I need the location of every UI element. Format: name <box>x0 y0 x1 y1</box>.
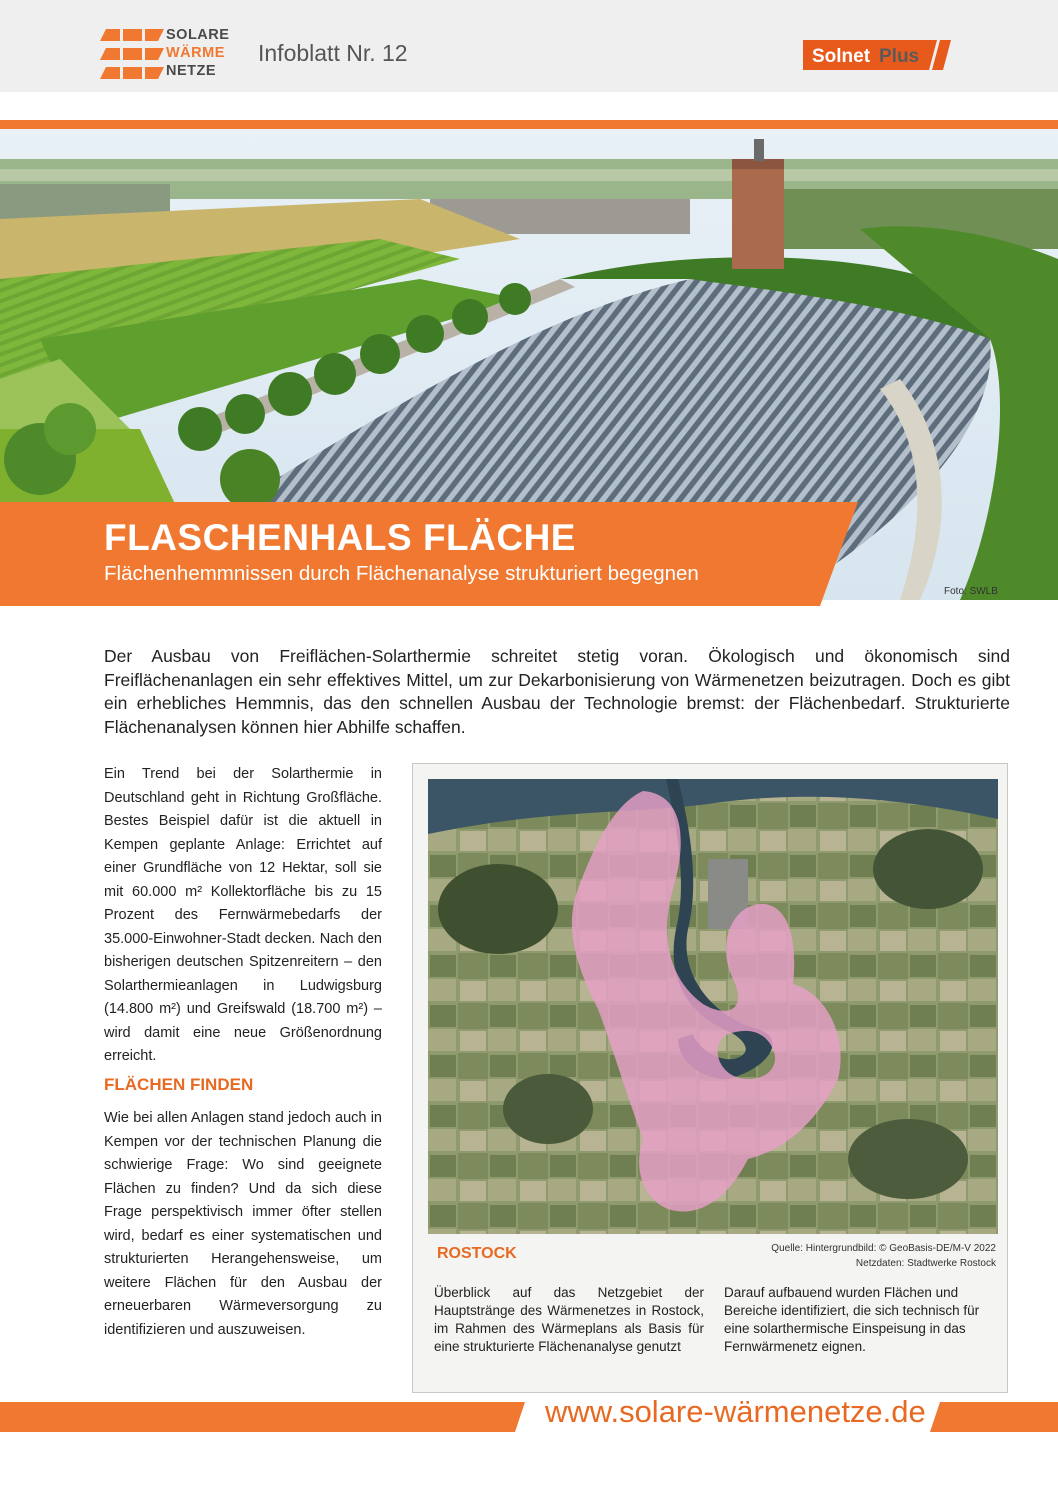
page-subtitle: Flächenhemmnissen durch Flächenanalyse strukturiert begegnen <box>104 562 699 585</box>
section-heading: FLÄCHEN FINDEN <box>104 1075 254 1094</box>
logo-text-line-3: NETZE <box>166 63 217 79</box>
solnet-plus-logo <box>803 40 951 70</box>
body-paragraph-1: Ein Trend bei der Solarthermie in Deutschland geht in Richtung Großfläche. Bestes Beispiel dafür ist die aktuell in Kempen geplante Anlage: Errichtet auf einer Grundfläche von 12 Hektar, soll sie mit 60.000 m² Kollektorfläche bis zu 15 Prozent des Fernwärmebedarfs der 35.000-Einwohner-Stadt decken. Nach den bisherigen deutschen Spitzenreitern – den Solarthermieanlagen in Ludwigsburg (14.800 m²) und Greifswald (18.700 m²) – wird damit eine neue Größenordnung erreicht. <box>104 766 382 1064</box>
map-caption-right: Darauf aufbauend wurden Flächen und Bereiche identifiziert, die sich technisch für eine solarthermische Einspeisung in das Fernwärmenetz eignen. <box>724 1285 980 1354</box>
body-paragraph-2: Wie bei allen Anlagen stand jedoch auch in Kempen vor der technischen Planung die schwierige Frage: Wo sind geeignete Flächen zu finden? Und da sich diese Frage perspektivisch immer öfter stellen wird, bedarf es einer systematischen und strukturierten Herangehensweise, um weitere Flächen für den Ausbau der erneuerbaren Wärmeversorgung zu identifizieren und auszuweisen. <box>104 1110 382 1338</box>
map-caption-left: Überblick auf das Netzgebiet der Hauptstränge des Wärmenetzes in Rostock, im Rahmen des Wärmeplans als Basis für eine strukturierte Flächenanalyse genutzt <box>434 1285 704 1354</box>
page-title: FLASCHENHALS FLÄCHE <box>104 517 576 558</box>
hero-top-stripe <box>0 120 1058 129</box>
logo-text-line-1: SOLARE <box>166 27 230 43</box>
plus-text: Plus <box>879 46 920 67</box>
photo-credit: Foto: SWLB <box>944 586 998 597</box>
website-link[interactable]: www.solare-wärmenetze.de <box>545 1394 926 1429</box>
logo-icon <box>100 27 164 83</box>
intro-paragraph: Der Ausbau von Freiflächen-Solarthermie schreitet stetig voran. Ökologisch und ökonomisch sind Freiflächenanlagen ein sehr effektives Mittel, um zur Dekarbonisierung von Wärmenetzen beizutragen. Doch es gibt ein erhebliches Hemmnis, das den schnellen Ausbau der Technologie bremst: der Flächenbedarf. Strukturierte Flächenanalysen können hier Abhilfe schaffen. <box>104 646 1010 737</box>
map-source-line-1: Quelle: Hintergrundbild: © GeoBasis-DE/M-V 2022 <box>771 1243 996 1254</box>
infoblatt-number: Infoblatt Nr. 12 <box>258 40 408 66</box>
solnet-text: Solnet <box>812 46 871 67</box>
rostock-network-map <box>428 779 998 1234</box>
logo-text-line-2: WÄRME <box>166 45 225 61</box>
map-title: ROSTOCK <box>437 1245 517 1262</box>
map-source-line-2: Netzdaten: Stadtwerke Rostock <box>855 1258 996 1269</box>
